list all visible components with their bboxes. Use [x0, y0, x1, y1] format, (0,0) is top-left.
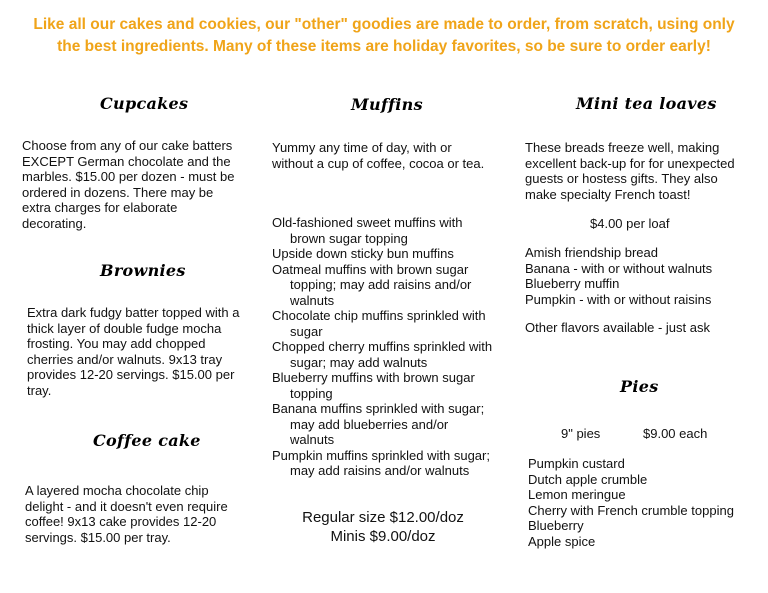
muffins-title: Muffins [351, 95, 423, 114]
text-line: delight - and it doesn't even require [25, 498, 228, 514]
list-item [272, 370, 492, 401]
text-line: Chopped cherry muffins sprinkled with [272, 339, 493, 354]
text-line: topping; may add raisins and/or [290, 277, 472, 292]
list-item: Blueberry [528, 518, 584, 533]
brownies-description [27, 305, 239, 398]
tea-loaves-other: Other flavors available - just ask [525, 320, 710, 335]
text-line: sugar; may add walnuts [290, 354, 428, 370]
text-line: coffee! 9x13 cake provides 12-20 [25, 514, 217, 529]
text-line: cherries and/or walnuts. 9x13 tray [27, 351, 223, 367]
list-item [272, 339, 492, 370]
brownies-title: Brownies [100, 261, 186, 280]
text-line: Blueberry muffins with brown sugar [272, 370, 475, 385]
text-line: A layered mocha chocolate chip [25, 483, 209, 498]
text-line: topping [290, 385, 333, 401]
text-line: without a cup of coffee, cocoa or tea. [272, 155, 485, 171]
text-line: Banana muffins sprinkled with sugar; [272, 401, 485, 416]
text-line: Yummy any time of day, with or [272, 140, 452, 155]
text-line: Chocolate chip muffins sprinkled with [272, 308, 486, 323]
muffins-list [272, 215, 492, 479]
text-line: Old-fashioned sweet muffins with [272, 215, 463, 230]
list-item [272, 308, 492, 339]
text-line: brown sugar topping [290, 230, 408, 246]
list-item: Pumpkin - with or without raisins [525, 291, 712, 307]
text-line: frosting. You may add chopped [27, 336, 206, 351]
muffins-minis-price: Minis $9.00/doz [330, 528, 436, 545]
text-line: thick layer of double fudge mocha [27, 320, 222, 336]
header-line-2: the best ingredients. Many of these items are holiday favorites, so be sure to order early! [57, 38, 711, 55]
muffins-prices [268, 508, 498, 546]
text-line: servings. $15.00 per tray. [25, 529, 171, 545]
coffee-cake-description [25, 483, 228, 545]
text-line: ordered in dozens. There may be [22, 184, 214, 200]
list-item: Apple spice [528, 533, 596, 549]
list-item: Pumpkin custard [528, 456, 625, 471]
text-line: extra charges for elaborate [22, 200, 178, 215]
coffee-cake-title: Coffee cake [93, 431, 201, 450]
pies-price: $9.00 each [643, 426, 708, 441]
list-item [272, 262, 492, 309]
header-line-1: Like all our cakes and cookies, our "other" goodies are made to order, from scratch, using only [33, 16, 735, 33]
muffins-intro [272, 140, 484, 171]
pies-title: Pies [620, 377, 659, 396]
text-line: may add blueberries and/or [290, 416, 449, 432]
list-item [272, 246, 492, 262]
text-line: provides 12-20 servings. $15.00 per [27, 367, 235, 382]
pies-list [528, 456, 734, 549]
text-line: walnuts [290, 292, 335, 308]
text-line: sugar [290, 323, 323, 339]
text-line: Pumpkin muffins sprinkled with sugar; [272, 447, 490, 463]
list-item: Dutch apple crumble [528, 471, 648, 487]
text-line: excellent back-up for for unexpected [525, 155, 735, 171]
text-line: These breads freeze well, making [525, 140, 720, 155]
tea-loaves-list [525, 245, 712, 307]
text-line: tray. [27, 382, 52, 398]
text-line: may add raisins and/or walnuts [290, 463, 470, 478]
text-line: EXCEPT German chocolate and the [22, 153, 231, 169]
text-line: Upside down sticky bun muffins [272, 246, 454, 261]
list-item: Banana - with or without walnuts [525, 260, 713, 276]
text-line: Choose from any of our cake batters [22, 138, 233, 153]
cupcakes-title: Cupcakes [100, 94, 189, 113]
cupcakes-description [22, 138, 234, 231]
text-line: make specialty French toast! [525, 186, 691, 202]
list-item [272, 448, 492, 479]
tea-loaves-intro [525, 140, 735, 202]
list-item: Cherry with French crumble topping [528, 502, 734, 518]
list-item: Lemon meringue [528, 487, 626, 502]
list-item [272, 401, 492, 448]
text-line: decorating. [22, 215, 87, 231]
list-item: Amish friendship bread [525, 245, 658, 260]
tea-loaves-price: $4.00 per loaf [590, 216, 670, 231]
text-line: guests or hostess gifts. They also [525, 171, 718, 186]
list-item: Blueberry muffin [525, 276, 620, 291]
text-line: walnuts [290, 432, 335, 447]
muffins-regular-price: Regular size $12.00/doz [302, 509, 464, 526]
list-item [272, 215, 492, 246]
text-line: Oatmeal muffins with brown sugar [272, 261, 469, 277]
page-header [0, 14, 768, 58]
text-line: marbles. $15.00 per dozen - must be [22, 169, 235, 184]
tea-loaves-title: Mini tea loaves [576, 94, 717, 113]
text-line: Extra dark fudgy batter topped with a [27, 305, 240, 320]
pies-size: 9" pies [561, 426, 601, 441]
